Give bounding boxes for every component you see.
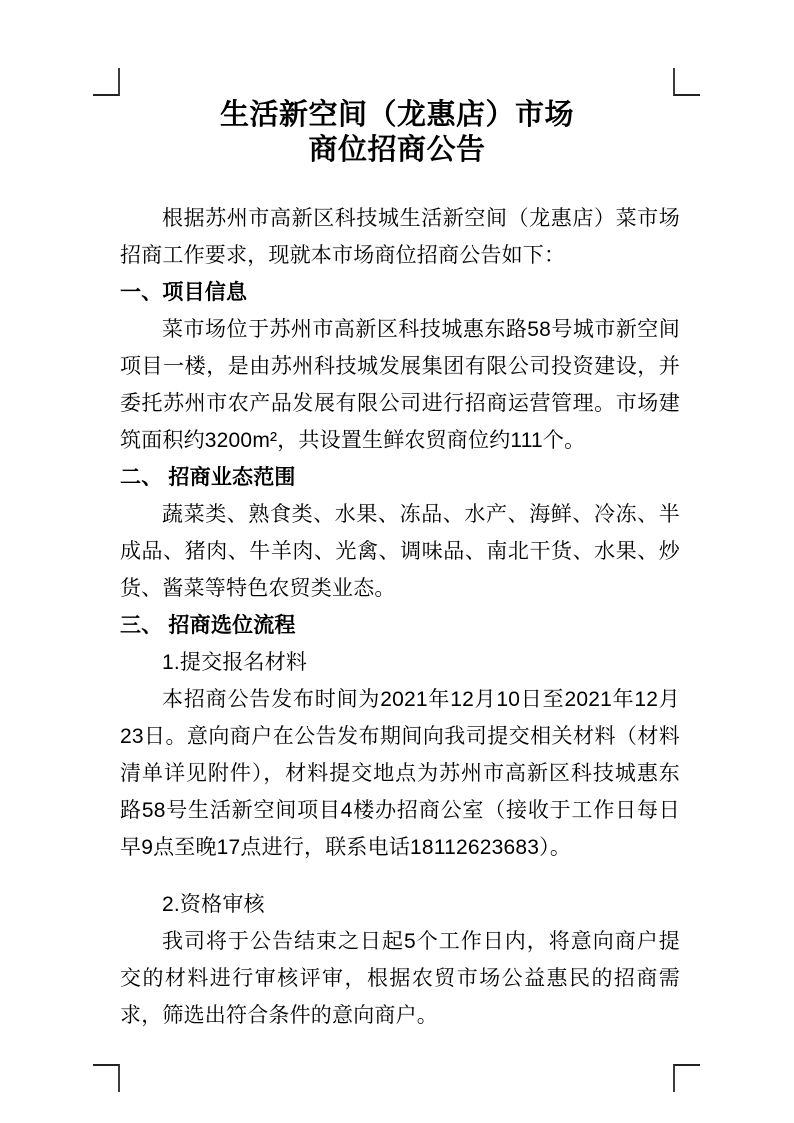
section-heading: 二、 招商业态范围 — [120, 466, 296, 489]
section-heading: 一、项目信息 — [120, 281, 248, 304]
paragraph — [120, 200, 680, 274]
paragraph-line: 我司将于公告结束之日起5个工作日内，将意向商户提 — [162, 930, 680, 953]
paragraph-line: 23日。意向商户在公告发布期间向我司提交相关材料（材料 — [120, 725, 680, 748]
paragraph-line: 招商工作要求，现就本市场商位招商公告如下： — [120, 244, 566, 267]
paragraph-line: 蔬菜类、熟食类、水果、冻品、水产、海鲜、冷冻、半 — [162, 503, 680, 526]
section-heading: 三、 招商选位流程 — [120, 614, 296, 637]
crop-mark-top-right — [673, 68, 700, 96]
crop-mark-bottom-left — [93, 1064, 120, 1092]
paragraph-line: 早9点至晚17点进行，联系电话18112623683）。 — [120, 836, 572, 859]
paragraph-line: 项目一楼，是由苏州科技城发展集团有限公司投资建设，并 — [120, 355, 680, 378]
paragraph-line: 路58号生活新空间项目4楼办招商公室（接收于工作日每日 — [120, 799, 680, 822]
paragraph-line: 本招商公告发布时间为2021年12月10日至2021年12月 — [162, 688, 680, 711]
paragraph-line: 清单详见附件），材料提交地点为苏州市高新区科技城惠东 — [120, 762, 680, 785]
paragraph-line: 求，筛选出符合条件的意向商户。 — [120, 1004, 438, 1027]
paragraph-line: 委托苏州市农产品发展有限公司进行招商运营管理。市场建 — [120, 392, 680, 415]
paragraph — [120, 311, 680, 459]
paragraph-line: 根据苏州市高新区科技城生活新空间（龙惠店）菜市场 — [162, 207, 680, 230]
paragraph-line: 交的材料进行审核评审，根据农贸市场公益惠民的招商需 — [120, 967, 680, 990]
paragraph — [120, 496, 680, 607]
paragraph-line: 筑面积约3200m²，共设置生鲜农贸商位约111个。 — [120, 429, 586, 452]
crop-mark-top-left — [93, 68, 120, 96]
subsection-heading: 1.提交报名材料 — [162, 651, 308, 674]
paragraph-line: 成品、猪肉、牛羊肉、光禽、调味品、南北干货、水果、炒 — [120, 540, 680, 563]
title-line-2: 商位招商公告 — [308, 134, 486, 166]
paragraph-line: 菜市场位于苏州市高新区科技城惠东路58号城市新空间 — [162, 318, 680, 341]
paragraph-line: 货、酱菜等特色农贸类业态。 — [120, 577, 396, 600]
paragraph — [120, 923, 680, 1034]
crop-mark-bottom-right — [673, 1064, 700, 1092]
document-body — [120, 200, 680, 1034]
paragraph — [120, 681, 680, 866]
document-title — [0, 98, 794, 168]
subsection-heading: 2.资格审核 — [162, 893, 265, 916]
title-line-1: 生活新空间（龙惠店）市场 — [219, 99, 574, 131]
